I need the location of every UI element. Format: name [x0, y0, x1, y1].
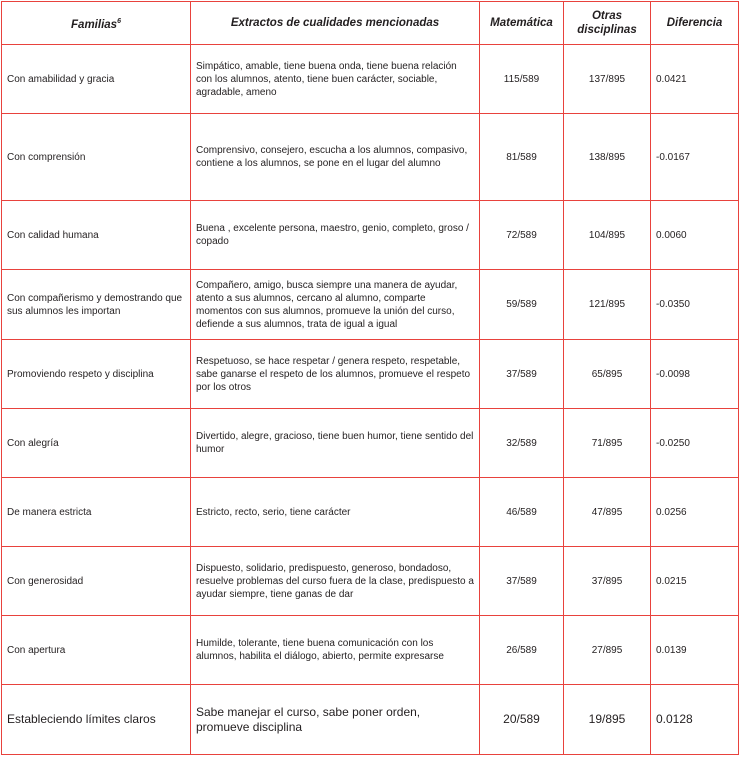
cell-matematica: 20/589	[480, 685, 564, 755]
cell-familia: Con calidad humana	[2, 201, 191, 270]
cell-matematica: 72/589	[480, 201, 564, 270]
cell-diferencia: 0.0215	[651, 547, 739, 616]
cell-familia: Promoviendo respeto y disciplina	[2, 340, 191, 409]
cell-matematica: 115/589	[480, 45, 564, 114]
cell-diferencia: 0.0060	[651, 201, 739, 270]
cell-extractos: Estricto, recto, serio, tiene carácter	[191, 478, 480, 547]
table-row	[2, 478, 739, 547]
cell-matematica: 81/589	[480, 114, 564, 201]
cell-otras: 65/895	[564, 340, 651, 409]
header-extractos: Extractos de cualidades mencionadas	[191, 2, 480, 45]
cell-extractos: Simpático, amable, tiene buena onda, tiene buena relación con los alumnos, atento, tiene buen carácter, sociable, agradable, ameno	[191, 45, 480, 114]
cell-familia: Con compañerismo y demostrando que sus alumnos les importan	[2, 270, 191, 340]
cell-extractos: Respetuoso, se hace respetar / genera respeto, respetable, sabe ganarse el respeto de los alumnos, promueve el respeto por los otros	[191, 340, 480, 409]
footnote-marker: 6	[117, 17, 121, 25]
cell-diferencia: 0.0256	[651, 478, 739, 547]
cell-familia: Estableciendo límites claros	[2, 685, 191, 755]
table-row	[2, 685, 739, 755]
cell-diferencia: -0.0350	[651, 270, 739, 340]
cell-matematica: 26/589	[480, 616, 564, 685]
header-row	[2, 2, 739, 45]
cell-extractos: Dispuesto, solidario, predispuesto, generoso, bondadoso, resuelve problemas del curso fuera de la clase, predispuesto a ayudar siempre, tiene ganas de dar	[191, 547, 480, 616]
cell-extractos: Divertido, alegre, gracioso, tiene buen humor, tiene sentido del humor	[191, 409, 480, 478]
cell-extractos: Humilde, tolerante, tiene buena comunicación con los alumnos, habilita el diálogo, abierto, permite expresarse	[191, 616, 480, 685]
cell-extractos: Sabe manejar el curso, sabe poner orden, promueve disciplina	[191, 685, 480, 755]
cell-diferencia: 0.0128	[651, 685, 739, 755]
header-matematica: Matemática	[480, 2, 564, 45]
cell-familia: De manera estricta	[2, 478, 191, 547]
cell-otras: 71/895	[564, 409, 651, 478]
cell-diferencia: -0.0250	[651, 409, 739, 478]
cell-otras: 37/895	[564, 547, 651, 616]
cell-familia: Con alegría	[2, 409, 191, 478]
cell-familia: Con comprensión	[2, 114, 191, 201]
cell-otras: 138/895	[564, 114, 651, 201]
table-row	[2, 45, 739, 114]
cell-matematica: 37/589	[480, 547, 564, 616]
header-diferencia: Diferencia	[651, 2, 739, 45]
cell-diferencia: 0.0139	[651, 616, 739, 685]
table-row	[2, 201, 739, 270]
cell-otras: 19/895	[564, 685, 651, 755]
cell-matematica: 32/589	[480, 409, 564, 478]
cell-diferencia: -0.0167	[651, 114, 739, 201]
table-row	[2, 409, 739, 478]
cell-otras: 27/895	[564, 616, 651, 685]
cell-matematica: 37/589	[480, 340, 564, 409]
table-row	[2, 547, 739, 616]
cell-otras: 121/895	[564, 270, 651, 340]
table-row	[2, 114, 739, 201]
cell-diferencia: -0.0098	[651, 340, 739, 409]
cell-extractos: Comprensivo, consejero, escucha a los alumnos, compasivo, contiene a los alumnos, se pone en el lugar del alumno	[191, 114, 480, 201]
table-row	[2, 340, 739, 409]
cell-familia: Con generosidad	[2, 547, 191, 616]
cell-otras: 104/895	[564, 201, 651, 270]
cell-matematica: 46/589	[480, 478, 564, 547]
cell-familia: Con apertura	[2, 616, 191, 685]
qualities-table	[1, 1, 739, 755]
cell-matematica: 59/589	[480, 270, 564, 340]
cell-familia: Con amabilidad y gracia	[2, 45, 191, 114]
cell-otras: 47/895	[564, 478, 651, 547]
cell-diferencia: 0.0421	[651, 45, 739, 114]
table-row	[2, 270, 739, 340]
header-otras: Otras disciplinas	[564, 2, 651, 45]
cell-extractos: Buena , excelente persona, maestro, genio, completo, groso / copado	[191, 201, 480, 270]
table-row	[2, 616, 739, 685]
cell-otras: 137/895	[564, 45, 651, 114]
header-familias: Familias$^6$	[2, 2, 191, 45]
cell-extractos: Compañero, amigo, busca siempre una manera de ayudar, atento a sus alumnos, cercano al alumno, comparte momentos con sus alumnos, promueve la unión del curso, defiende a sus alumnos, trata de igual a igual	[191, 270, 480, 340]
